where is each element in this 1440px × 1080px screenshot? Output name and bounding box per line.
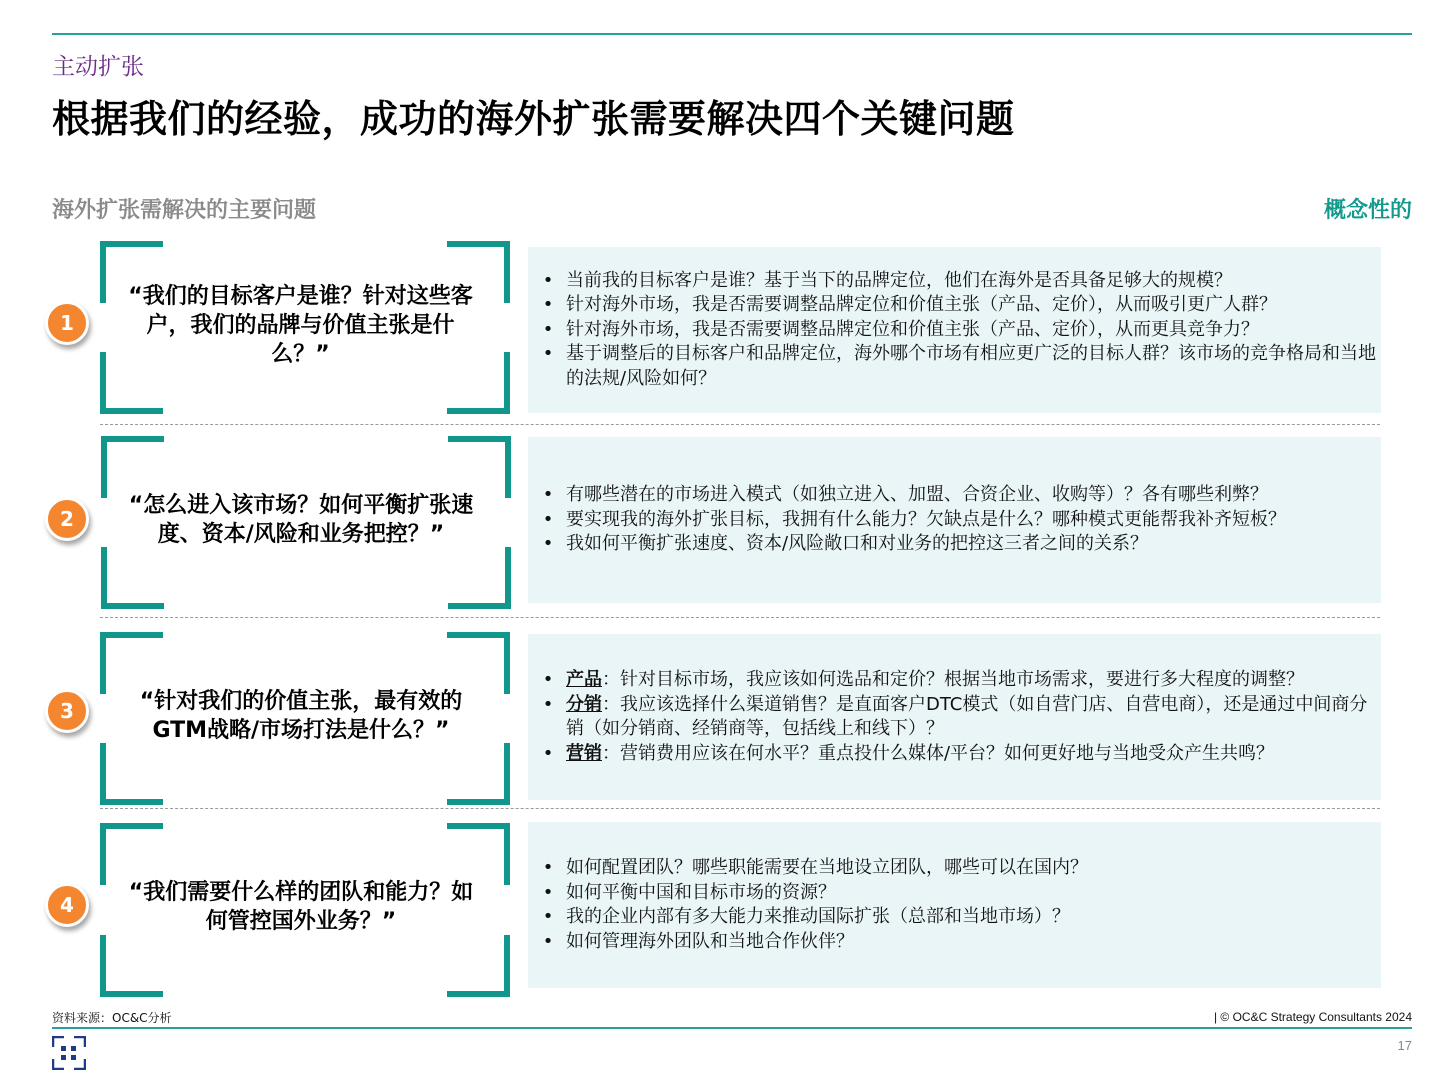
question-text: “我们需要什么样的团队和能力？如何管控国外业务？” xyxy=(128,880,474,934)
bullet-item: • 针对海外市场，我是否需要调整品牌定位和价值主张（产品、定价），从而吸引更广人群？ xyxy=(542,294,1277,316)
number-badge: 2 xyxy=(45,497,89,541)
answer-box xyxy=(528,822,1381,988)
page-number: 17 xyxy=(1397,1038,1412,1053)
bullet-item: • 我如何平衡扩张速度、资本/风险敞口和对业务的把控这三者之间的关系？ xyxy=(542,533,1149,555)
number-badge: 4 xyxy=(45,883,89,927)
bottom-divider xyxy=(52,1027,1412,1029)
bullet-item: • 如何平衡中国和目标市场的资源？ xyxy=(542,881,836,903)
bullet-item: • 当前我的目标客户是谁？基于当下的品牌定位，他们在海外是否具备足够大的规模？ xyxy=(542,269,1232,291)
number-badge: 1 xyxy=(45,301,89,345)
number-badge: 3 xyxy=(45,689,89,733)
question-text: “针对我们的价值主张，最有效的GTM战略/市场打法是什么？” xyxy=(139,689,463,743)
source-note: 资料来源：OC&C分析 xyxy=(52,1011,172,1025)
question-text: “我们的目标客户是谁？针对这些客户，我们的品牌与价值主张是什么？” xyxy=(128,283,473,367)
top-divider xyxy=(52,33,1412,35)
concept-tag: 概念性的 xyxy=(1323,198,1412,223)
answer-box xyxy=(528,634,1381,800)
copyright: | © OC&C Strategy Consultants 2024 xyxy=(1213,1010,1412,1024)
dashed-separator xyxy=(100,808,1380,809)
question-text: “怎么进入该市场？如何平衡扩张速度、资本/风险和业务把控？” xyxy=(128,493,474,547)
bullet-keyword: 产品 xyxy=(566,669,602,690)
sub-heading: 海外扩张需解决的主要问题 xyxy=(52,198,317,223)
section-label: 主动扩张 xyxy=(52,54,144,80)
bullet-item: • 有哪些潜在的市场进入模式（如独立进入、加盟、合资企业、收购等）？各有哪些利弊？ xyxy=(542,484,1268,506)
bullet-item: • 营销：营销费用应该在何水平？重点投什么媒体/平台？如何更好地与当地受众产生共鸣？ xyxy=(542,742,1275,764)
bullet-item: • 基于调整后的目标客户和品牌定位，海外哪个市场有相应更广泛的目标人群？该市场的竞争格局和当地的法规/风险如何？ xyxy=(542,343,1376,389)
dashed-separator xyxy=(100,617,1380,618)
bullet-item: • 针对海外市场，我是否需要调整品牌定位和价值主张（产品、定价），从而更具竞争力？ xyxy=(542,318,1259,340)
bullet-item: • 如何配置团队？哪些职能需要在当地设立团队，哪些可以在国内？ xyxy=(542,857,1088,878)
bullet-keyword: 营销 xyxy=(566,742,602,764)
bullet-item: • 我的企业内部有多大能力来推动国际扩张（总部和当地市场）？ xyxy=(542,906,1070,927)
bullet-item: • 产品：针对目标市场，我应该如何选品和定价？根据当地市场需求，要进行多大程度的调整？ xyxy=(542,669,1304,690)
occ-logo-icon xyxy=(52,1036,86,1070)
bullet-item: • 要实现我的海外扩张目标，我拥有什么能力？欠缺点是什么？哪种模式更能帮我补齐短板？ xyxy=(542,508,1286,530)
page-title: 根据我们的经验，成功的海外扩张需要解决四个关键问题 xyxy=(52,97,1015,141)
answer-box xyxy=(528,247,1381,413)
dashed-separator xyxy=(100,424,1380,425)
answer-box xyxy=(528,437,1381,603)
bullet-keyword: 分销 xyxy=(566,693,602,715)
bullet-item: • 分销：我应该选择什么渠道销售？是直面客户DTC模式（如自营门店、自营电商），还是通过中间商分销（如分销商、经销商等，包括线上和线下）？ xyxy=(542,693,1368,739)
bullet-item: • 如何管理海外团队和当地合作伙伴？ xyxy=(542,930,854,952)
